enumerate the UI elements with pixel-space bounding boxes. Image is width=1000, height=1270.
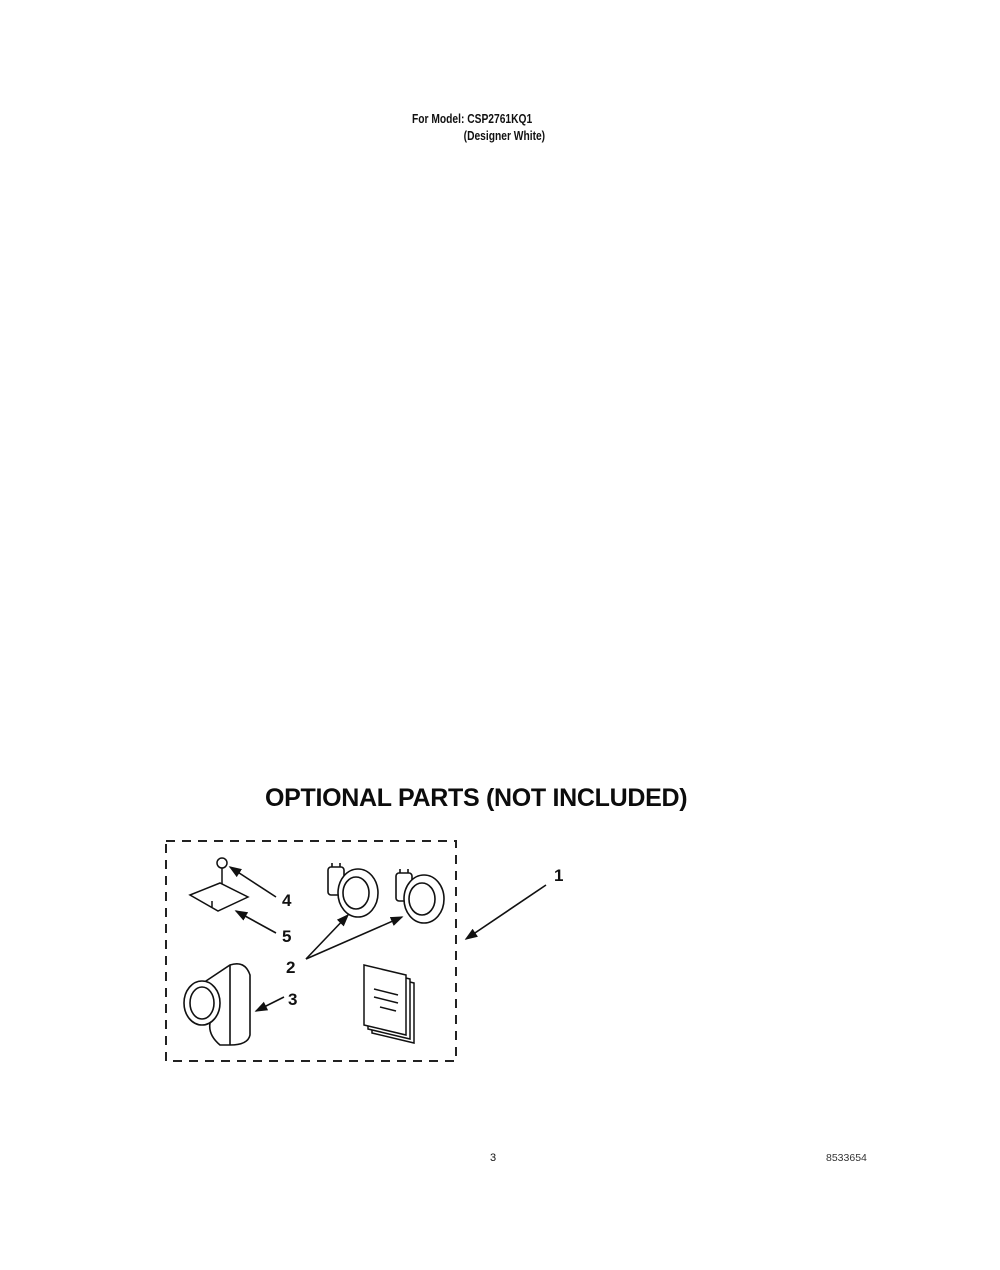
callout-5: 5: [282, 927, 292, 946]
vent-cap-icon: [328, 863, 378, 917]
leader-line-3: [256, 997, 284, 1011]
manual-icon: [364, 965, 414, 1043]
document-number: 8533654: [826, 1152, 867, 1164]
model-info: [412, 111, 545, 145]
callout-3: 3: [288, 990, 298, 1009]
callout-1: 1: [554, 866, 564, 885]
optional-parts-diagram: [150, 825, 590, 1075]
elbow-duct-icon: [184, 964, 250, 1045]
page-number: 3: [490, 1152, 497, 1164]
screw-icon: [217, 858, 227, 887]
vent-cap-icon: [396, 869, 444, 923]
model-number: For Model: CSP2761KQ1: [412, 112, 533, 126]
callout-2: 2: [286, 958, 296, 977]
callout-4: 4: [282, 891, 292, 910]
plate-icon: [190, 883, 248, 911]
leader-line-1: [466, 885, 546, 939]
leader-line-5: [236, 911, 276, 933]
model-color: (Designer White): [463, 129, 546, 143]
leader-line-2: [306, 915, 348, 959]
section-title: OPTIONAL PARTS (NOT INCLUDED): [265, 784, 688, 812]
leader-line-2: [306, 917, 402, 959]
